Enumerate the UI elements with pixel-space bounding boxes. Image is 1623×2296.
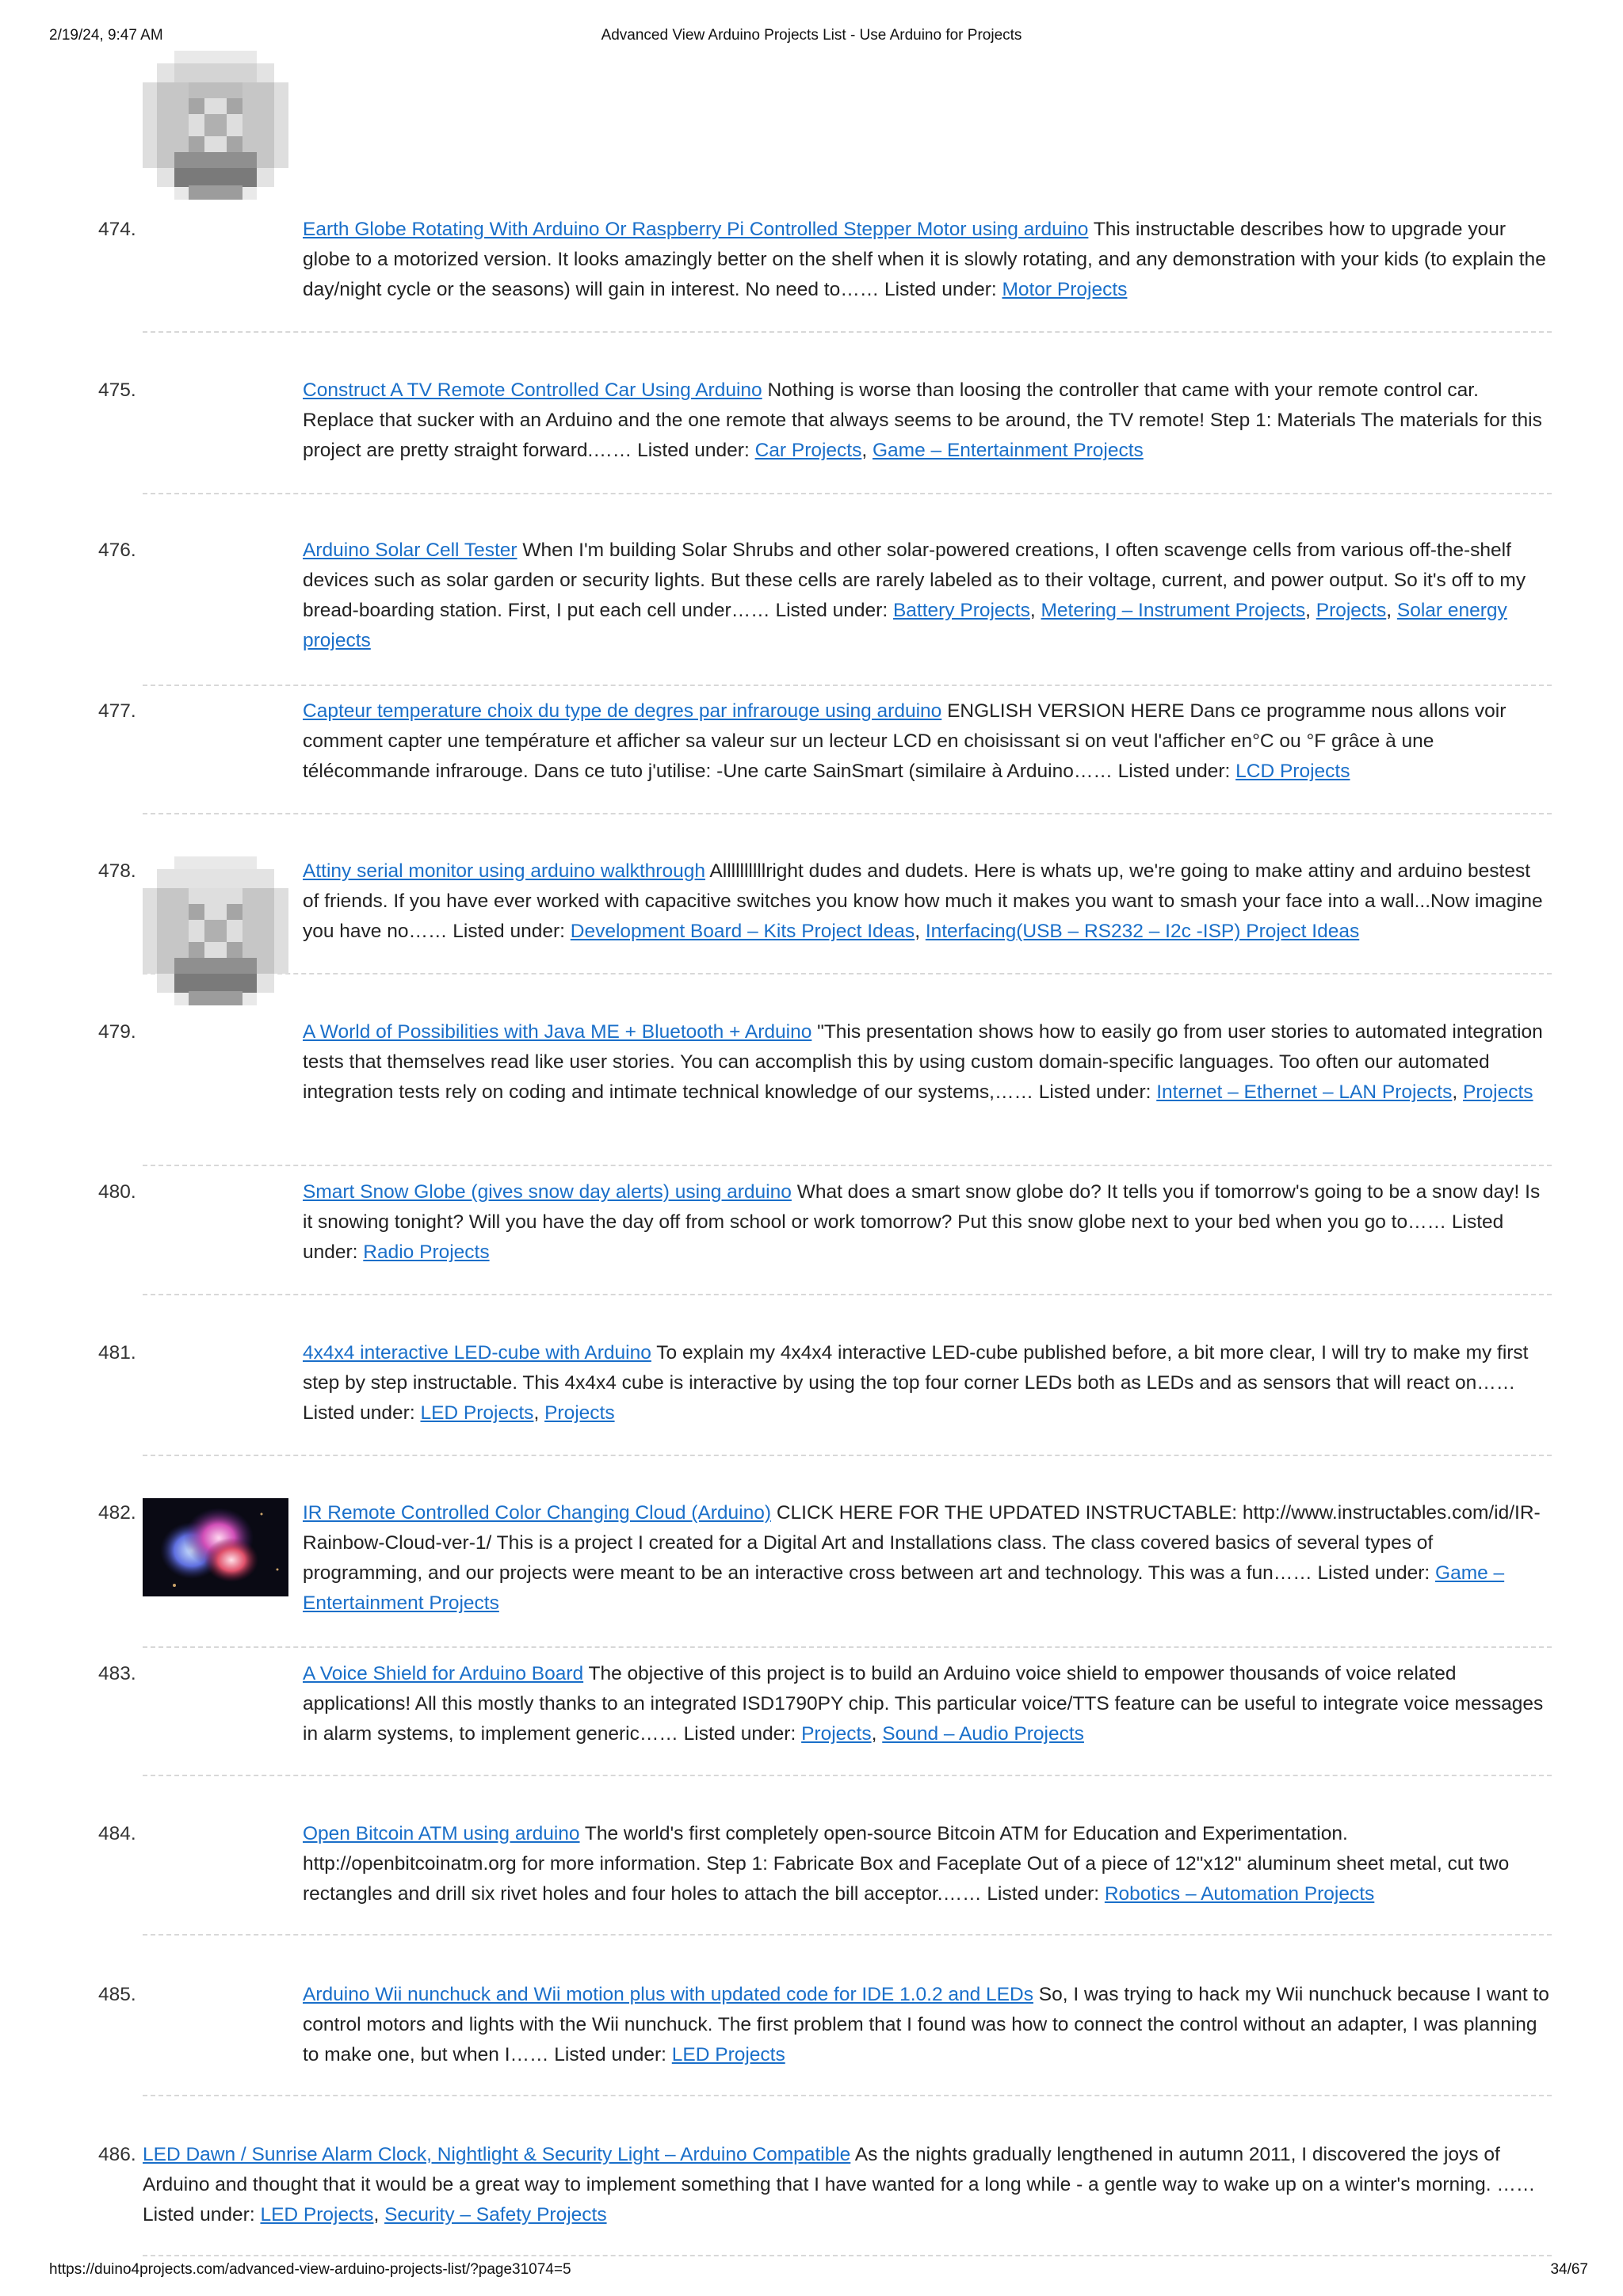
entry-description: When I'm building Solar Shrubs and other solar-powered creations, I often scavenge cells from various off-the-shelf devices such as solar garden or security lights. But these cells are rarely labeled as to their voltage, current, and power output. So it's off to my bread-boarding station. First, I put each cell under…… Listed under: (303, 540, 1526, 621)
entry-body (303, 1819, 1552, 1909)
category-link[interactable]: Security – Safety Projects (384, 2204, 607, 2225)
entry-description: The world's first completely open-source Bitcoin ATM for Education and Experimentation. http://openbitcoinatm.org for more information. Step 1: Fabricate Box and Faceplate Out of a piece of 12"x12" aluminum sheet metal, cut two rectangles and drill six rivet holes and four holes to attach the bill acceptor.…… Listed under: (303, 1823, 1510, 1905)
entry-description: Allllllllllright dudes and dudets. Here is whats up, we're going to make attiny and arduino bestest of friends. If you have ever worked with capacitive switches you know how much it makes you want to smash your face into a wall...Now imagine you have no…… Listed under: (303, 860, 1543, 942)
entry-description: ENGLISH VERSION HERE Dans ce programme nous allons voir comment capter une température et afficher sa valeur sur un lecteur LCD en choisissant si on veut l'afficher en°C ou °F grâce à une télécommande infrarouge. Dans ce tuto j'utilise: -Une carte SainSmart (similaire à Arduino…… Listed under: (303, 700, 1507, 782)
category-separator: , (1452, 1081, 1463, 1103)
category-link[interactable]: Solar energy projects (303, 600, 1507, 651)
entry-number: 479. (98, 1021, 136, 1043)
category-link[interactable]: Game – Entertainment Projects (303, 1562, 1505, 1614)
entry-title-link[interactable]: Capteur temperature choix du type de degres par infrarouge using arduino (303, 700, 942, 722)
category-link[interactable]: Internet – Ethernet – LAN Projects (1156, 1081, 1453, 1103)
entry-separator (143, 813, 1552, 814)
entry-title-link[interactable]: Attiny serial monitor using arduino walkthrough (303, 860, 705, 882)
entry-number: 477. (98, 700, 136, 722)
category-separator: , (373, 2204, 385, 2225)
entry-number: 482. (98, 1502, 136, 1524)
category-link[interactable]: Sound – Audio Projects (882, 1723, 1084, 1745)
category-separator: , (915, 921, 926, 942)
category-link[interactable]: Development Board – Kits Project Ideas (570, 921, 915, 942)
category-link[interactable]: Radio Projects (363, 1241, 490, 1263)
category-separator: , (1386, 600, 1397, 621)
print-datetime: 2/19/24, 9:47 AM (49, 27, 163, 44)
category-link[interactable]: Projects (1316, 600, 1387, 621)
entry-title-link[interactable]: 4x4x4 interactive LED-cube with Arduino (303, 1342, 651, 1363)
entry-body (303, 215, 1552, 305)
placeholder-thumbnail-image[interactable] (143, 856, 288, 1009)
placeholder-thumbnail-image (143, 51, 288, 200)
entry-description: This instructable describes how to upgrade your globe to a motorized version. It looks amazingly better on the shelf when it is slowly rotating, and any demonstration with your kids (to explain the day/night cycle or the seasons) will gain in interest. No need to…… Listed under: (303, 219, 1546, 300)
entry-body (303, 1659, 1552, 1749)
entry-number: 474. (98, 219, 136, 240)
category-link[interactable]: Robotics – Automation Projects (1104, 1883, 1375, 1905)
entry-body (303, 696, 1552, 787)
entry-number: 481. (98, 1342, 136, 1363)
entry-title-link[interactable]: Smart Snow Globe (gives snow day alerts) using arduino (303, 1181, 792, 1203)
category-separator: , (861, 440, 873, 461)
entry-body (303, 1980, 1552, 2070)
print-footer (0, 2256, 1623, 2288)
entry-title-link[interactable]: LED Dawn / Sunrise Alarm Clock, Nightlight & Security Light – Arduino Compatible (143, 2144, 851, 2165)
category-separator: , (533, 1402, 545, 1424)
entry-separator (143, 1934, 1552, 1936)
entry-number: 484. (98, 1823, 136, 1844)
entry-description: "This presentation shows how to easily go from user stories to automated integration tests that themselves read like user stories. You can accomplish this by using custom domain-specific languages. Too often our automated integration tests rely on coding and intimate technical knowledge of our systems,…… Listed under: (303, 1021, 1543, 1103)
entry-number: 480. (98, 1181, 136, 1203)
entry-separator (143, 1646, 1552, 1648)
entry-number: 478. (98, 860, 136, 882)
entry-body (303, 856, 1552, 947)
entry-body (303, 376, 1552, 466)
entry-description: Nothing is worse than loosing the controller that came with your remote control car. Replace that sucker with an Arduino and the one remote that always seems to be around, the TV remote! Step 1: Materials The materials for this project are pretty straight forward.…… Listed under: (303, 379, 1542, 461)
entry-title-link[interactable]: Construct A TV Remote Controlled Car Using Arduino (303, 379, 762, 401)
entry-description: To explain my 4x4x4 interactive LED-cube published before, a bit more clear, I will try to make my first step by step instructable. This 4x4x4 cube is interactive by using the top four corner LEDs both as LEDs and as sensors that will react on…… Listed under: (303, 1342, 1529, 1424)
entry-body (303, 536, 1552, 656)
entry-title-link[interactable]: Arduino Wii nunchuck and Wii motion plus with updated code for IDE 1.0.2 and LEDs (303, 1984, 1033, 2005)
category-link[interactable]: Projects (801, 1723, 872, 1745)
category-link[interactable]: Projects (1463, 1081, 1533, 1103)
entry-description: So, I was trying to hack my Wii nunchuck because I want to control motors and lights with the Wii nunchuck. The first problem that I found was how to connect the control without an adapter, I was planning to make one, but when I…… Listed under: (303, 1984, 1549, 2065)
entry-title-link[interactable]: IR Remote Controlled Color Changing Cloud (Arduino) (303, 1502, 772, 1524)
entry-number: 485. (98, 1984, 136, 2005)
category-link[interactable]: LCD Projects (1235, 761, 1350, 782)
entry-description: The objective of this project is to build an Arduino voice shield to empower thousands of voice related applications! All this mostly thanks to an integrated ISD1790PY chip. This particular voice/TTS feature can be useful to integrate voice messages in alarm systems, to implement generic…… Listed under: (303, 1663, 1544, 1745)
category-link[interactable]: Motor Projects (1002, 279, 1128, 300)
entry-body (303, 1017, 1552, 1108)
entry-separator (143, 331, 1552, 333)
entry-body (143, 2140, 1552, 2230)
print-page-title: Advanced View Arduino Projects List - Use Arduino for Projects (601, 27, 1022, 44)
category-link[interactable]: Game – Entertainment Projects (872, 440, 1144, 461)
category-separator: , (1029, 600, 1041, 621)
entry-body (303, 1338, 1552, 1428)
entry-description: What does a smart snow globe do? It tells you if tomorrow's going to be a snow day! Is it snowing tonight? Will you have the day off from school or work tomorrow? Put this snow globe next to your bed when you go to…… Listed under: (303, 1181, 1541, 1263)
entry-separator (143, 1455, 1552, 1456)
entry-number: 475. (98, 379, 136, 401)
print-url: https://duino4projects.com/advanced-view-arduino-projects-list/?page31074=5 (49, 2261, 571, 2278)
cloud-thumbnail-image[interactable] (143, 1498, 288, 1600)
entry-title-link[interactable]: A Voice Shield for Arduino Board (303, 1663, 584, 1684)
category-separator: , (871, 1723, 883, 1745)
print-page-number: 34/67 (1550, 2261, 1588, 2278)
category-separator: , (1305, 600, 1316, 621)
entry-title-link[interactable]: Arduino Solar Cell Tester (303, 540, 517, 561)
category-link[interactable]: Car Projects (754, 440, 862, 461)
category-link[interactable]: Metering – Instrument Projects (1041, 600, 1306, 621)
category-link[interactable]: Interfacing(USB – RS232 – I2c -ISP) Project Ideas (925, 921, 1360, 942)
entry-separator (143, 1294, 1552, 1295)
entry-title-link[interactable]: A World of Possibilities with Java ME + Bluetooth + Arduino (303, 1021, 812, 1043)
entry-separator (143, 973, 1552, 974)
entry-number: 483. (98, 1663, 136, 1684)
entry-separator (143, 493, 1552, 494)
entry-separator (143, 2095, 1552, 2096)
entry-separator (143, 1775, 1552, 1776)
entry-separator (143, 1165, 1552, 1166)
entry-title-link[interactable]: Open Bitcoin ATM using arduino (303, 1823, 580, 1844)
entry-body (303, 1498, 1552, 1619)
entry-number: 486. (98, 2144, 136, 2165)
entry-title-link[interactable]: Earth Globe Rotating With Arduino Or Raspberry Pi Controlled Stepper Motor using arduino (303, 219, 1089, 240)
entry-description: As the nights gradually lengthened in autumn 2011, I discovered the joys of Arduino and thought that it would be a great way to implement something that I have wanted for a long while - a gentle way to wake up on a winter's morning. …… Listed under: (143, 2144, 1536, 2225)
entry-description: CLICK HERE FOR THE UPDATED INSTRUCTABLE: http://www.instructables.com/id/IR-Rainbow-Cloud-ver-1/ This is a project I created for a Digital Art and Installations class. The class covered basics of several types of programming, and our projects were meant to be an interactive cross between art and technology. This was a fun…… Listed under: (303, 1502, 1541, 1584)
entry-body (303, 1177, 1552, 1268)
entry-number: 476. (98, 540, 136, 561)
category-link[interactable]: LED Projects (671, 2044, 785, 2065)
entry-separator (143, 685, 1552, 686)
category-link[interactable]: LED Projects (260, 2204, 374, 2225)
category-link[interactable]: LED Projects (420, 1402, 534, 1424)
category-link[interactable]: Projects (544, 1402, 615, 1424)
category-link[interactable]: Battery Projects (892, 600, 1030, 621)
